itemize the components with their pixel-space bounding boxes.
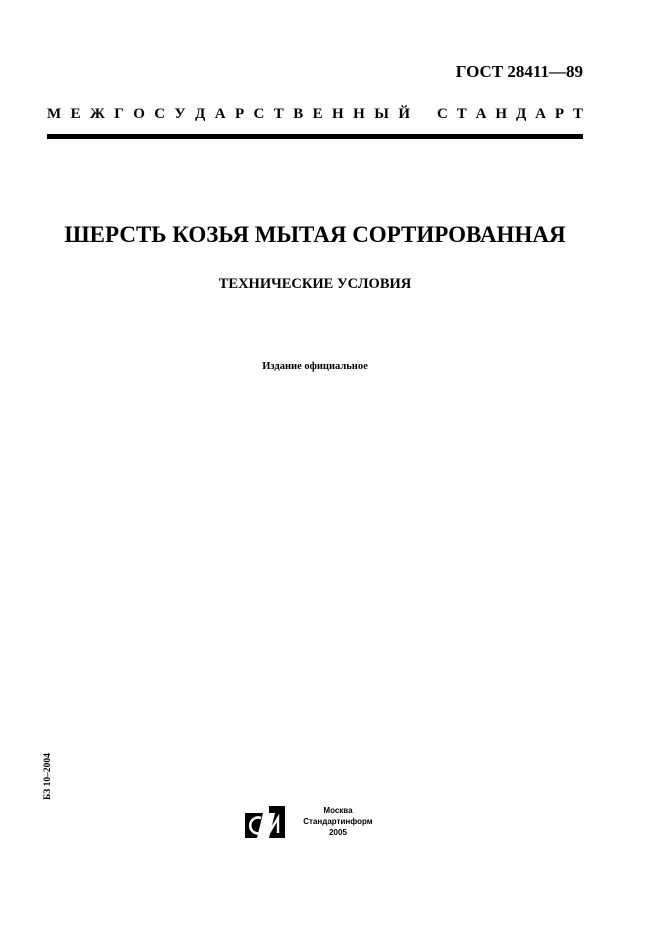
interstate-standard-heading xyxy=(47,106,583,123)
heading-letter: Д xyxy=(194,106,206,122)
heading-letter: Р xyxy=(234,106,245,122)
heading-letter: А xyxy=(214,106,226,122)
heading-letter: А xyxy=(475,106,487,122)
publisher-city: Москва xyxy=(323,806,353,815)
publisher-block xyxy=(288,805,388,838)
gost-number: ГОСТ 28411—89 xyxy=(455,62,583,81)
heading-letter: Ж xyxy=(90,106,105,122)
heading-letter: Т xyxy=(456,106,467,122)
heading-letter: Н xyxy=(353,106,365,122)
document-title: ШЕРСТЬ КОЗЬЯ МЫТАЯ СОРТИРОВАННАЯ xyxy=(64,222,566,247)
heading-letter: С xyxy=(154,106,166,122)
heading-rule xyxy=(47,134,583,139)
heading-letter: Е xyxy=(312,106,323,122)
heading-letter: В xyxy=(293,106,304,122)
heading-letter: Г xyxy=(114,106,124,122)
heading-letter: Й xyxy=(398,106,410,122)
document-subtitle: ТЕХНИЧЕСКИЕ УСЛОВИЯ xyxy=(218,276,412,292)
edition-note: Издание официальное xyxy=(262,361,368,372)
heading-letter: А xyxy=(535,106,546,122)
heading-letter: Н xyxy=(495,106,508,122)
heading-word-standard xyxy=(437,106,583,123)
heading-letter: Р xyxy=(554,106,565,122)
heading-letter: Ы xyxy=(374,106,389,122)
heading-letter: О xyxy=(133,106,145,122)
heading-letter: Т xyxy=(273,106,284,122)
standartinform-logo-icon xyxy=(245,806,285,838)
side-publication-code: БЗ 10–2004 xyxy=(43,753,53,800)
heading-letter: У xyxy=(174,106,186,122)
heading-letter: Е xyxy=(70,106,81,122)
heading-letter: Т xyxy=(572,106,583,122)
heading-word-interstate xyxy=(47,106,410,123)
heading-letter: Н xyxy=(332,106,344,122)
heading-letter: С xyxy=(437,106,448,122)
heading-letter: М xyxy=(47,106,62,122)
heading-letter: С xyxy=(253,106,265,122)
publisher-name: Стандартинформ xyxy=(303,817,373,826)
publisher-year: 2005 xyxy=(329,828,347,837)
heading-letter: Д xyxy=(515,106,527,122)
